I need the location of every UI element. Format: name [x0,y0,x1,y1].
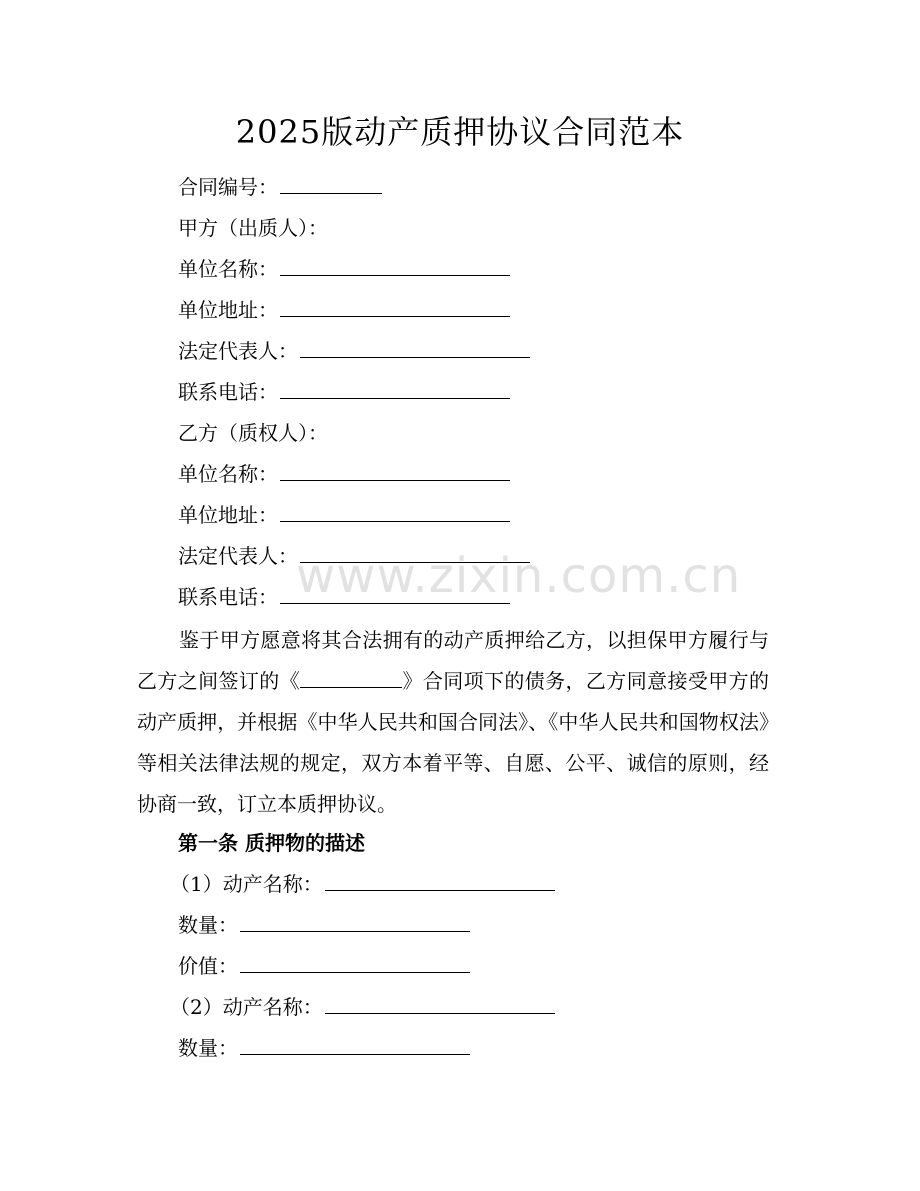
party-b-phone-label: 联系电话： [178,585,278,609]
item-1-name-line [170,869,555,899]
party-b-phone-blank [280,583,510,604]
party-a-unit-name-line [178,254,510,284]
party-a-legal-rep-line [178,336,530,366]
party-a-unit-name-blank [280,255,510,276]
party-a-unit-address-line [178,295,510,325]
intro-part2: 》合同项下的债务，乙方同意接受甲方的动产质押，并根据《中华人民共和国合同法》、《中华人民共和国物权法》等相关法律法规的规定，双方本着平等、自愿、公平、诚信的原则，经协商一致，订立本质押协议。 [137,669,770,816]
item-2-quantity-line [178,1033,470,1063]
contract-number-line [178,172,382,202]
document-title: 2025版动产质押协议合同范本 [235,113,685,151]
party-b-legal-rep-blank [300,542,530,563]
article-1-heading: 第一条 质押物的描述 [178,831,365,855]
watermark: www.zixin.com.cn [296,548,742,604]
item-1-value-blank [240,952,470,973]
contract-number-blank [280,173,382,194]
party-a-unit-address-label: 单位地址： [178,298,278,322]
party-a-legal-rep-blank [300,337,530,358]
party-b-unit-address-blank [280,501,510,522]
item-2-name-line [170,992,555,1022]
party-a-phone-blank [280,378,510,399]
item-1-name-label: （1）动产名称： [170,872,323,896]
intro-contract-blank [300,667,402,688]
party-a-legal-rep-label: 法定代表人： [178,339,298,363]
party-a-heading: 甲方（出质人）： [178,216,328,240]
party-b-unit-address-label: 单位地址： [178,503,278,527]
party-b-unit-name-label: 单位名称： [178,462,278,486]
party-a-unit-name-label: 单位名称： [178,257,278,281]
item-1-quantity-blank [240,911,470,932]
item-2-name-label: （2）动产名称： [170,995,323,1019]
item-2-quantity-label: 数量： [178,1036,238,1060]
intro-paragraph [137,620,769,825]
party-b-unit-address-line [178,500,510,530]
item-2-name-blank [325,993,555,1014]
item-1-quantity-label: 数量： [178,913,238,937]
item-1-value-label: 价值： [178,954,238,978]
contract-number-label: 合同编号： [178,175,278,199]
party-b-unit-name-line [178,459,510,489]
intro-part1: 鉴于甲方愿意将其合法拥有的动产质押给乙方，以担保甲方履行与乙方之间签订的《 [137,628,769,693]
item-1-value-line [178,951,470,981]
party-b-legal-rep-line [178,541,530,571]
party-a-phone-label: 联系电话： [178,380,278,404]
party-b-legal-rep-label: 法定代表人： [178,544,298,568]
item-1-quantity-line [178,910,470,940]
party-a-phone-line [178,377,510,407]
party-b-heading: 乙方（质权人）： [178,421,328,445]
item-1-name-blank [325,870,555,891]
party-b-phone-line [178,582,510,612]
item-2-quantity-blank [240,1034,470,1055]
party-b-unit-name-blank [280,460,510,481]
party-a-unit-address-blank [280,296,510,317]
